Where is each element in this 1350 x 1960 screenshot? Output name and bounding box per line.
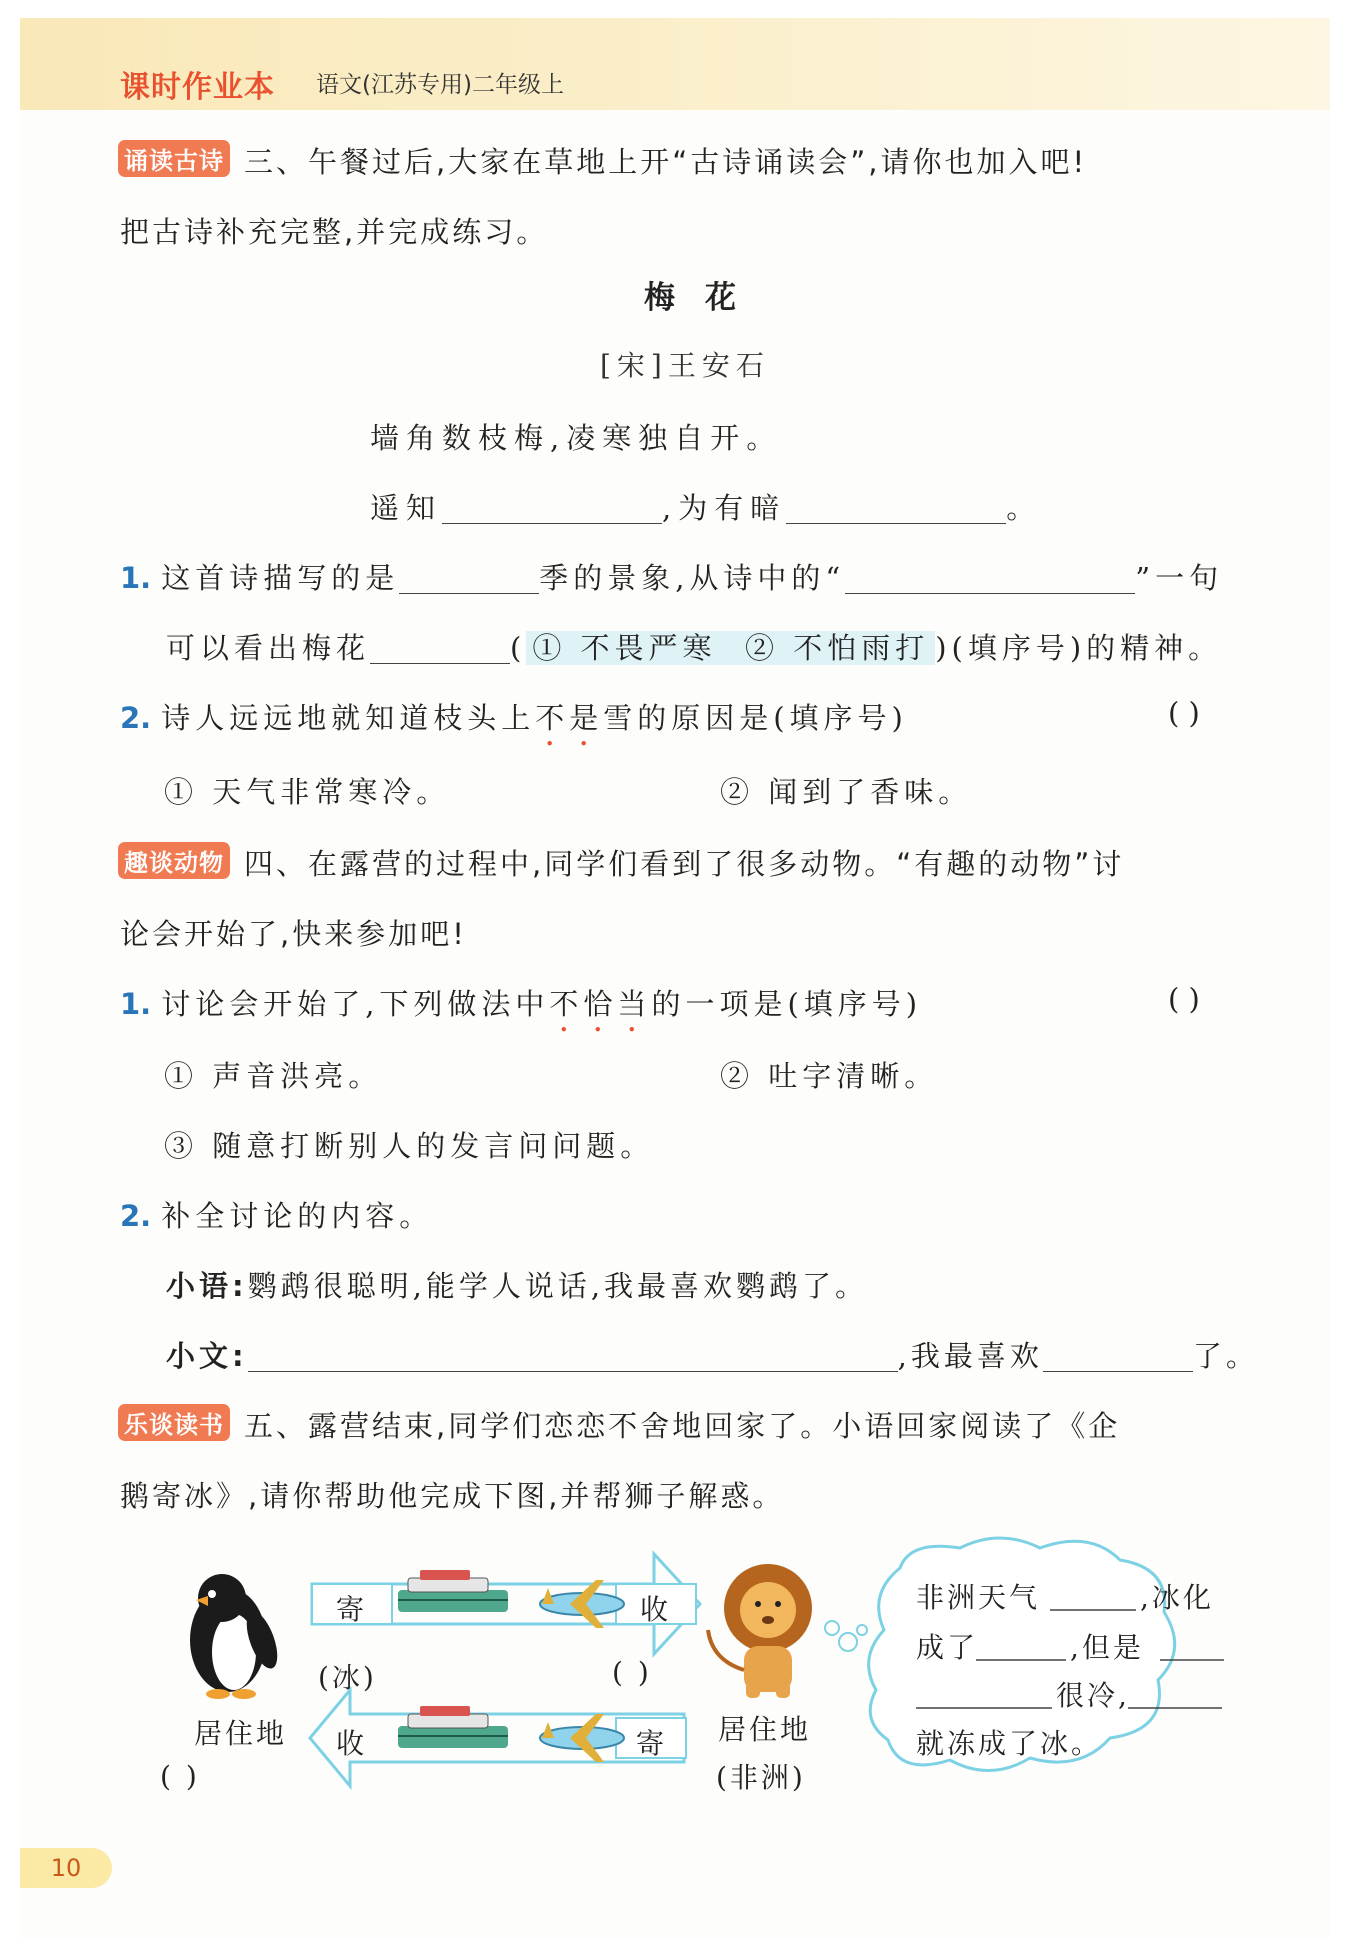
poem-line-2-a: 遥知 bbox=[370, 491, 443, 525]
s3-q1-paren-open: ( bbox=[510, 631, 527, 665]
section5-intro-2: 鹅寄冰》,请你帮助他完成下图,并帮狮子解惑。 bbox=[120, 1479, 785, 1513]
bubble-text-4: 就冻成了冰。 bbox=[916, 1727, 1103, 1760]
bubble-text-1b: ,冰化 bbox=[1140, 1581, 1214, 1614]
bubble-text-2b: ,但是 bbox=[1070, 1631, 1144, 1664]
s3-q2-text-a: 诗人远远地就知道枝头上 bbox=[161, 701, 536, 735]
s3-q1-option-2: ② 不怕雨打 bbox=[745, 631, 930, 665]
xiaowen-label: 小文: bbox=[166, 1339, 248, 1373]
penguin-home-answer[interactable]: ( ) bbox=[160, 1760, 200, 1793]
section5-intro-text: 五、露营结束,同学们恋恋不舍地回家了。小语回家阅读了《企 bbox=[244, 1409, 1121, 1443]
lion-home-place: (非洲) bbox=[716, 1761, 806, 1794]
s3-q1-text-a: 这首诗描写的是 bbox=[161, 561, 400, 595]
ship-icon-bottom bbox=[398, 1706, 508, 1748]
section5-tag: 乐谈读书 bbox=[118, 1404, 230, 1441]
poem-author: [宋]王安石 bbox=[600, 349, 770, 382]
s4-q2-number: 2. bbox=[120, 1199, 152, 1233]
s4-q1-number: 1. bbox=[120, 987, 152, 1021]
plane-icon-top bbox=[540, 1580, 624, 1628]
top-send-label: 寄 bbox=[336, 1593, 368, 1626]
section3-intro-text: 三、午餐过后,大家在草地上开“古诗诵读会”,请你也加入吧! bbox=[244, 145, 1088, 179]
s4-q1-answer-paren[interactable]: ( ) bbox=[1168, 982, 1200, 1016]
penguin-icon bbox=[190, 1574, 284, 1699]
xiaowen-text-b: ,我最喜欢 bbox=[897, 1339, 1043, 1373]
ship-icon-top bbox=[398, 1570, 508, 1612]
xiaoyu-text: 鹦鹉很聪明,能学人说话,我最喜欢鹦鹉了。 bbox=[247, 1269, 869, 1303]
lion-icon bbox=[708, 1564, 812, 1698]
bubble-text-1a: 非洲天气 bbox=[916, 1581, 1041, 1614]
poem-title: 梅花 bbox=[644, 280, 766, 316]
s3-q1-option-1: ① 不畏严寒 bbox=[532, 631, 717, 665]
s4-q1-text-b: 的一项是(填序号) bbox=[651, 987, 923, 1021]
poem-line-1: 墙角数枝梅,凌寒独自开。 bbox=[370, 421, 783, 455]
section4-tag: 趣谈动物 bbox=[118, 842, 230, 879]
xiaoyu-label: 小语: bbox=[166, 1269, 248, 1303]
top-item-label: (冰) bbox=[318, 1661, 377, 1694]
s4-q2-text: 补全讨论的内容。 bbox=[161, 1199, 434, 1233]
s3-q1-number: 1. bbox=[120, 561, 152, 595]
s3-q2-emphasis: 不是 bbox=[535, 701, 604, 735]
page-number: 10 bbox=[20, 1848, 112, 1888]
xiaowen-text-c: 了。 bbox=[1192, 1339, 1259, 1373]
top-receive-label: 收 bbox=[640, 1593, 672, 1626]
bottom-send-label: 寄 bbox=[636, 1727, 668, 1760]
poem-line-2-b: ,为有暗 bbox=[662, 491, 787, 525]
section3-intro-2: 把古诗补充完整,并完成练习。 bbox=[120, 215, 549, 249]
s3-q1-text-f: )(填序号)的精神。 bbox=[935, 631, 1223, 665]
s4-q1-option-1: ① 声音洪亮。 bbox=[164, 1059, 383, 1093]
s3-q2-option-2: ② 闻到了香味。 bbox=[720, 775, 973, 809]
s4-q1-text-a: 讨论会开始了,下列做法中 bbox=[161, 987, 550, 1021]
s4-q1-option-2: ② 吐字清晰。 bbox=[720, 1059, 939, 1093]
s3-q2-number: 2. bbox=[120, 701, 152, 735]
section3-tag: 诵读古诗 bbox=[118, 140, 230, 177]
s3-q2-text-b: 雪的原因是(填序号) bbox=[603, 701, 908, 735]
penguin-home-label: 居住地 bbox=[194, 1717, 288, 1750]
section4-intro-2: 论会开始了,快来参加吧! bbox=[120, 917, 467, 951]
plane-icon-bottom bbox=[540, 1714, 624, 1762]
s3-q1-text-d: 可以看出梅花 bbox=[166, 631, 371, 665]
lion-home-label: 居住地 bbox=[718, 1713, 812, 1746]
poem-line-2-c: 。 bbox=[1006, 491, 1043, 525]
s3-q1-text-b: 季的景象,从诗中的“ bbox=[539, 561, 846, 595]
s3-q1-text-c: ”一句 bbox=[1135, 561, 1224, 595]
bubble-text-2a: 成了 bbox=[916, 1631, 979, 1664]
s4-q1-option-3: ③ 随意打断别人的发言问问题。 bbox=[164, 1129, 655, 1163]
s3-q2-option-1: ① 天气非常寒冷。 bbox=[164, 775, 451, 809]
s3-q2-answer-paren[interactable]: ( ) bbox=[1168, 696, 1200, 730]
bottom-receive-label: 收 bbox=[336, 1727, 368, 1760]
section4-intro-text: 四、在露营的过程中,同学们看到了很多动物。“有趣的动物”讨 bbox=[244, 847, 1125, 881]
bubble-text-3: 很冷, bbox=[1056, 1679, 1130, 1712]
subject-title: 语文(江苏专用)二年级上 bbox=[316, 72, 564, 98]
brand-title: 课时作业本 bbox=[120, 70, 275, 105]
s4-q1-emphasis: 不恰当 bbox=[549, 987, 652, 1021]
top-item-answer[interactable]: ( ) bbox=[612, 1656, 652, 1689]
